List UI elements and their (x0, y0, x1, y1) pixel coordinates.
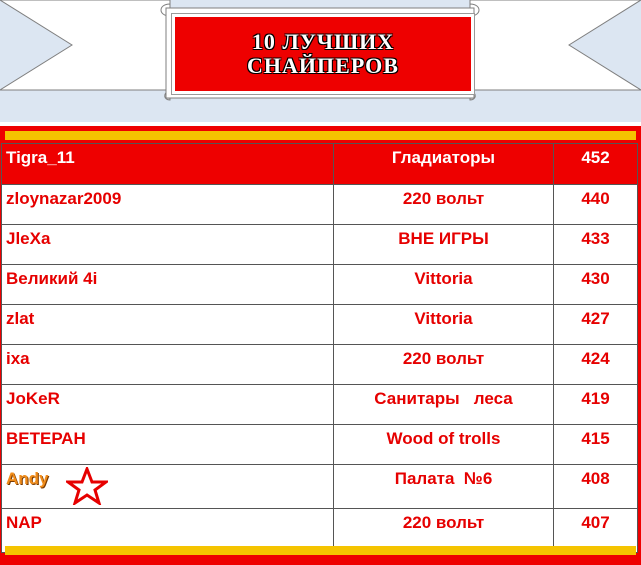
banner-title-line-2: СНАЙПЕРОВ (247, 53, 399, 78)
table-row (2, 465, 638, 509)
player-name: NAP (2, 509, 334, 553)
red-star-icon (66, 467, 108, 505)
player-name: Andy (6, 469, 49, 488)
table-row (2, 385, 638, 425)
player-name: ixa (2, 345, 334, 385)
clan-name: Санитары леса (334, 385, 554, 425)
gold-strip-bottom (5, 546, 636, 555)
ribbon-left-tail (0, 0, 170, 90)
clan-name: 220 вольт (334, 345, 554, 385)
banner-title-box (172, 14, 474, 94)
player-name-cell (2, 465, 334, 509)
clan-name: Палата №6 (334, 465, 554, 509)
clan-name: Гладиаторы (334, 144, 554, 185)
score: 415 (554, 425, 638, 465)
score: 424 (554, 345, 638, 385)
score: 408 (554, 465, 638, 509)
player-name: Великий 4i (2, 265, 334, 305)
player-name: JleXa (2, 225, 334, 265)
clan-name: Vittoria (334, 305, 554, 345)
score: 427 (554, 305, 638, 345)
table-row (2, 225, 638, 265)
score: 419 (554, 385, 638, 425)
clan-name: Vittoria (334, 265, 554, 305)
player-name: Tigra_11 (2, 144, 334, 185)
player-name: JoKeR (2, 385, 334, 425)
player-name: ВЕТЕРАН (2, 425, 334, 465)
score: 452 (554, 144, 638, 185)
header-banner-area (0, 0, 641, 122)
player-name: zloynazar2009 (2, 185, 334, 225)
ribbon-right-tail (470, 0, 641, 90)
clan-name: 220 вольт (334, 509, 554, 553)
banner-title-line-1: 10 ЛУЧШИХ (251, 29, 395, 54)
player-name: zlat (2, 305, 334, 345)
score: 440 (554, 185, 638, 225)
score: 407 (554, 509, 638, 553)
ranking-board (0, 126, 641, 565)
ranking-table (1, 143, 638, 553)
clan-name: 220 вольт (334, 185, 554, 225)
table-row (2, 144, 638, 185)
table-row (2, 425, 638, 465)
table-row (2, 185, 638, 225)
clan-name: Wood of trolls (334, 425, 554, 465)
table-row (2, 345, 638, 385)
table-row (2, 305, 638, 345)
score: 430 (554, 265, 638, 305)
gold-strip-top (5, 131, 636, 140)
score: 433 (554, 225, 638, 265)
clan-name: ВНЕ ИГРЫ (334, 225, 554, 265)
table-row (2, 265, 638, 305)
